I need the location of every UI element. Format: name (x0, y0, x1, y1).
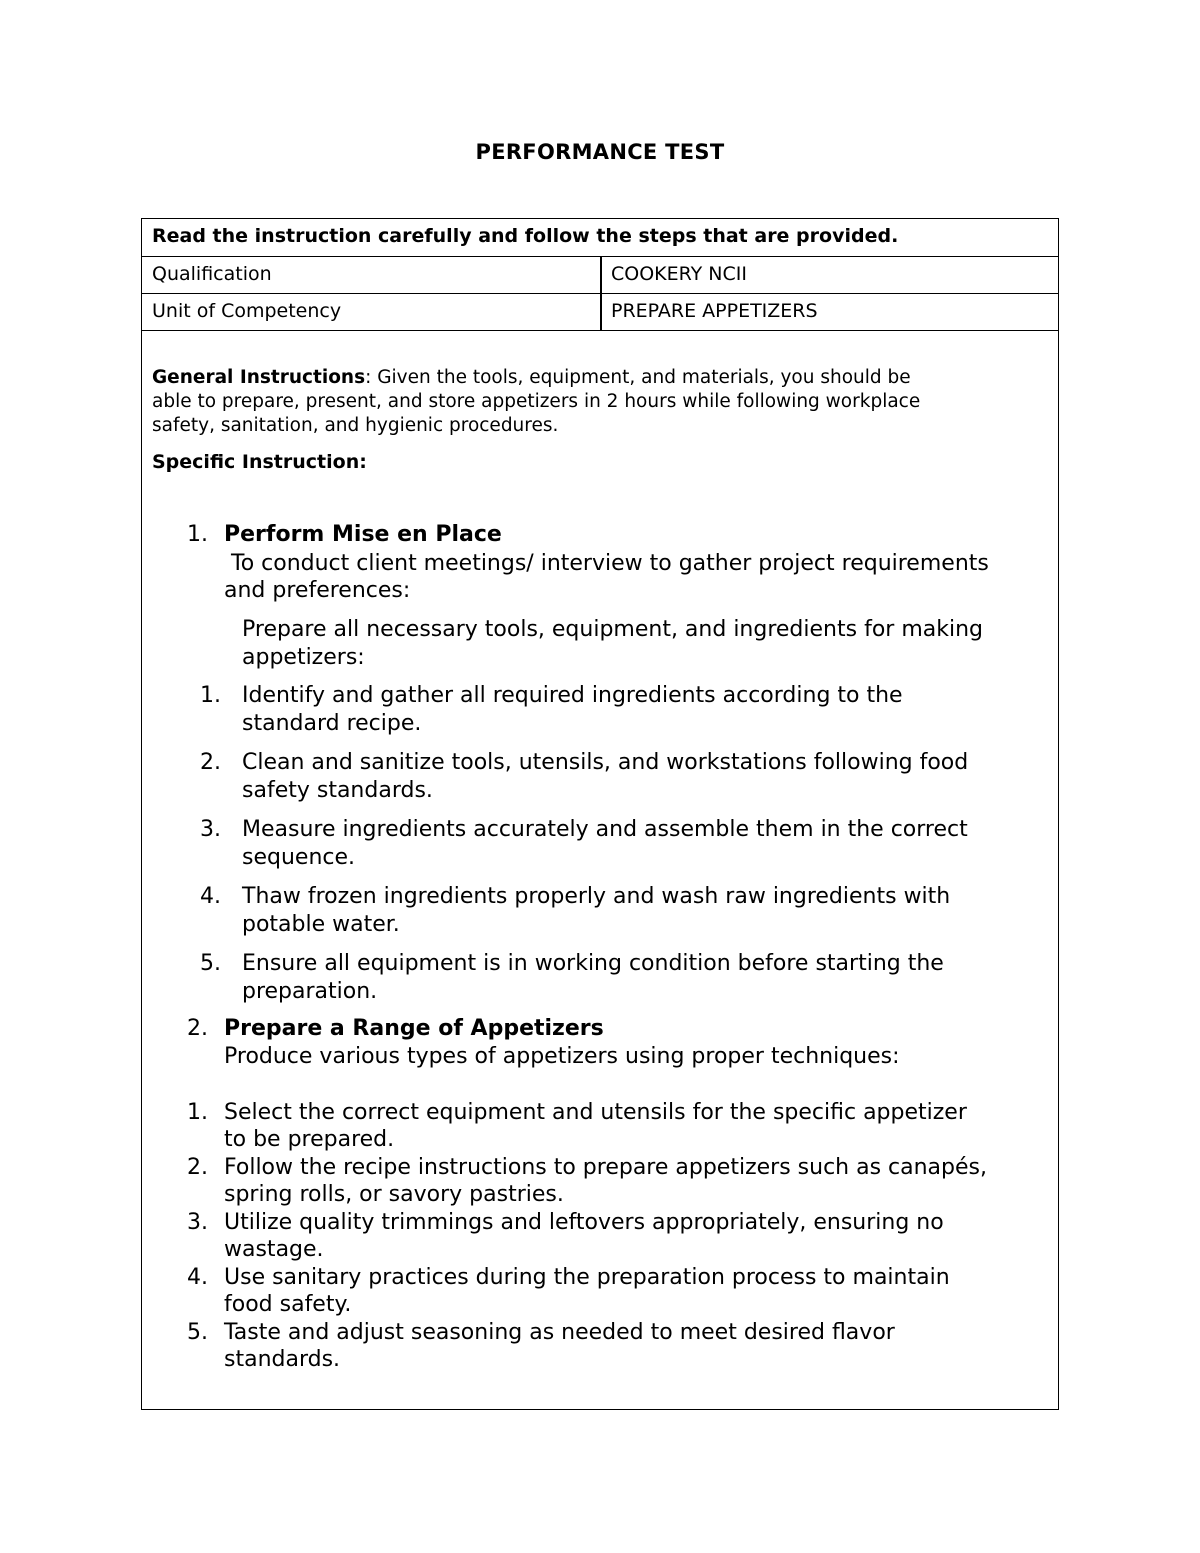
list-item-number: 5. (200, 951, 221, 976)
list-item-line1: Thaw frozen ingredients properly and wash raw ingredients with (242, 884, 951, 909)
list-item-line2: standards. (224, 1347, 341, 1372)
list-item-number: 3. (200, 817, 221, 842)
list-item-line2: food safety. (224, 1292, 352, 1317)
instruction-row (142, 219, 1058, 257)
list-item-number: 2. (200, 750, 221, 775)
general-line3: safety, sanitation, and hygienic procedures. (152, 415, 559, 436)
list-item-number: 2. (187, 1155, 208, 1180)
test-frame (141, 218, 1059, 1410)
list-item-line2: potable water. (242, 912, 400, 937)
list-item-line1: Identify and gather all required ingredients according to the (242, 683, 903, 708)
list-item-line1: Measure ingredients accurately and assemble them in the correct (242, 817, 968, 842)
list-item-line1: Use sanitary practices during the preparation process to maintain (224, 1265, 950, 1290)
list-item-line1: Select the correct equipment and utensils for the specific appetizer (224, 1100, 967, 1125)
instruction-text: Read the instruction carefully and follow the steps that are provided. (152, 225, 899, 247)
list-item-number: 1. (200, 683, 221, 708)
list-item-line2: safety standards. (242, 778, 433, 803)
column-divider (600, 257, 602, 331)
list-item-line2: sequence. (242, 845, 356, 870)
qualification-label: Qualification (152, 263, 272, 285)
list-item-number: 3. (187, 1210, 208, 1235)
list-item-line2: preparation. (242, 979, 378, 1004)
general-label: General Instructions (152, 367, 366, 388)
list-item-line2: spring rolls, or savory pastries. (224, 1182, 564, 1207)
list-item-line1: Taste and adjust seasoning as needed to meet desired flavor (224, 1320, 895, 1345)
section2-intro: Produce various types of appetizers using proper techniques: (224, 1044, 900, 1069)
list-item-number: 1. (187, 1100, 208, 1125)
list-item-line2: wastage. (224, 1237, 324, 1262)
unit-label: Unit of Competency (152, 300, 342, 322)
section2-heading: Prepare a Range of Appetizers (224, 1016, 604, 1041)
list-item-line2: standard recipe. (242, 711, 422, 736)
list-item-number: 5. (187, 1320, 208, 1345)
list-item-number: 4. (200, 884, 221, 909)
qualification-value: COOKERY NCII (611, 263, 747, 285)
list-item-line1: Utilize quality trimmings and leftovers appropriately, ensuring no (224, 1210, 944, 1235)
list-item-line1: Follow the recipe instructions to prepare appetizers such as canapés, (224, 1155, 987, 1180)
section1-sub-line2: appetizers: (242, 645, 365, 670)
list-item-line1: Ensure all equipment is in working condition before starting the (242, 951, 944, 976)
section1-intro-line1: To conduct client meetings/ interview to gather project requirements (224, 551, 989, 576)
section1-intro-line2: and preferences: (224, 578, 411, 603)
general-instructions (152, 366, 1052, 438)
unit-value: PREPARE APPETIZERS (611, 300, 818, 322)
specific-label: Specific Instruction: (152, 451, 367, 473)
section1-sub-line1: Prepare all necessary tools, equipment, and ingredients for making (242, 617, 983, 642)
list-item-number: 4. (187, 1265, 208, 1290)
section2-number: 2. (187, 1016, 208, 1041)
section1-heading: Perform Mise en Place (224, 522, 502, 547)
general-line2: able to prepare, present, and store appetizers in 2 hours while following workplace (152, 391, 921, 412)
page-title: PERFORMANCE TEST (475, 140, 725, 164)
section1-number: 1. (187, 522, 208, 547)
list-item-line2: to be prepared. (224, 1127, 395, 1152)
list-item-line1: Clean and sanitize tools, utensils, and workstations following food (242, 750, 969, 775)
general-line1: : Given the tools, equipment, and materials, you should be (365, 367, 911, 388)
